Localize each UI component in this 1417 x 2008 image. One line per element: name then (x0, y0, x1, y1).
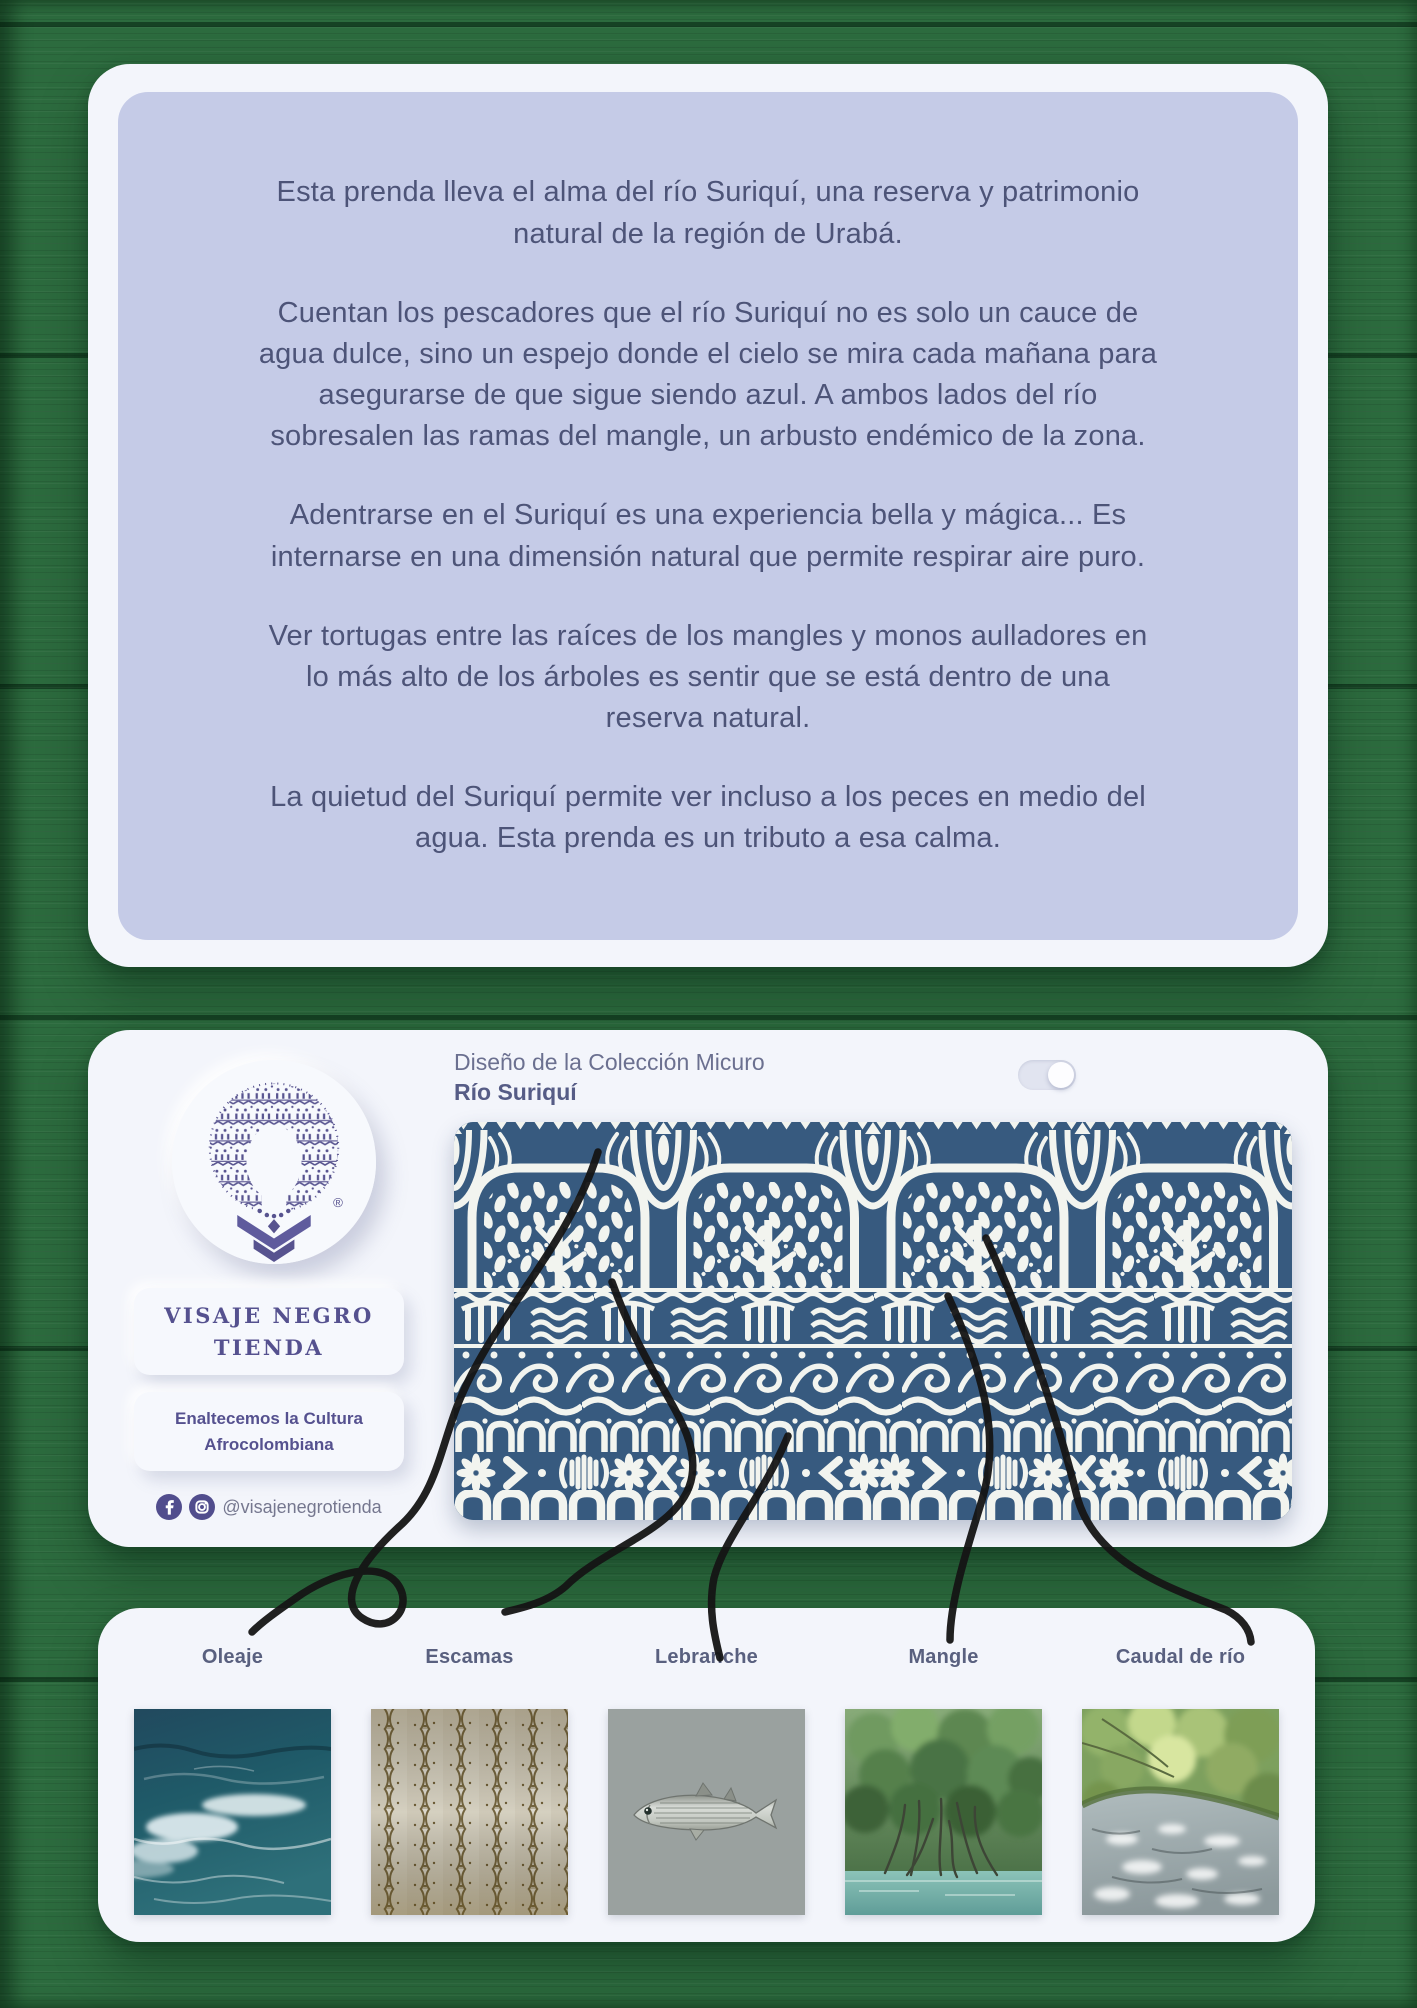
toggle-knob[interactable] (1048, 1062, 1074, 1088)
mullet-fish-photo (608, 1709, 805, 1915)
rio-suriqui-pattern-icon (454, 1122, 1292, 1520)
references-card (98, 1608, 1315, 1942)
brand-name-line: TIENDA (213, 1334, 325, 1360)
collection-header (454, 1048, 765, 1108)
story-paragraph: La quietud del Suriquí permite ver incluso a los peces en medio del agua. Esta prenda es un tributo a esa calma. (270, 781, 1146, 855)
story-paragraph: Esta prenda lleva el alma del río Suriquí, una reserva y patrimonio natural de la región de Urabá. (276, 176, 1140, 250)
instagram-icon (189, 1494, 215, 1520)
story-paragraph: Adentrarse en el Suriquí es una experiencia bella y mágica... Es internarse en una dimensión natural que permite respirar aire puro. (270, 499, 1146, 573)
social-handle: @visajenegrotienda (222, 1496, 382, 1517)
afro-head-tribal-logo-icon (172, 1060, 376, 1264)
reference-caudal (1082, 1608, 1279, 1942)
story-paragraph: Cuentan los pescadores que el río Suriquí no es solo un cauce de agua dulce, sino un espejo donde el cielo se mira cada mañana para asegurarse de que sigue siendo azul. A ambos lados del río sobresalen las ramas del mangle, un arbusto endémico de la zona. (258, 296, 1158, 453)
facebook-icon (156, 1494, 182, 1520)
brand-logo (172, 1060, 376, 1264)
brand-name-line: VISAJE NEGRO (164, 1303, 374, 1328)
toggle-switch[interactable] (1018, 1060, 1076, 1090)
story-card (88, 64, 1328, 967)
reference-label: Lebranche (655, 1646, 758, 1668)
reference-mangle (845, 1608, 1042, 1942)
river-rapids-photo (1082, 1709, 1279, 1915)
collection-name: Río Suriquí (454, 1078, 577, 1105)
brand-card (88, 1030, 1328, 1547)
brand-name-box (134, 1288, 404, 1375)
reference-lebranche (608, 1608, 805, 1942)
story-panel (118, 92, 1298, 940)
reference-label: Escamas (425, 1646, 514, 1668)
fish-scales-photo (371, 1709, 568, 1915)
mangrove-photo (845, 1709, 1042, 1915)
brand-tagline: Enaltecemos la Cultura Afrocolombiana (174, 1409, 363, 1454)
ocean-waves-photo (134, 1709, 331, 1915)
collection-label: Diseño de la Colección Micuro (454, 1049, 765, 1075)
brand-tagline-box (134, 1392, 404, 1471)
reference-escamas (371, 1608, 568, 1942)
social-row (134, 1494, 404, 1520)
registered-mark: ® (333, 1194, 343, 1210)
story-paragraph: Ver tortugas entre las raíces de los mangles y monos aulladores en lo más alto de los árboles es sentir que se está dentro de una reserva natural. (268, 619, 1148, 735)
reference-label: Oleaje (201, 1646, 264, 1668)
textile-pattern (454, 1122, 1292, 1520)
reference-oleaje (134, 1608, 331, 1942)
reference-label: Caudal de río (1115, 1646, 1246, 1668)
reference-label: Mangle (908, 1646, 979, 1668)
